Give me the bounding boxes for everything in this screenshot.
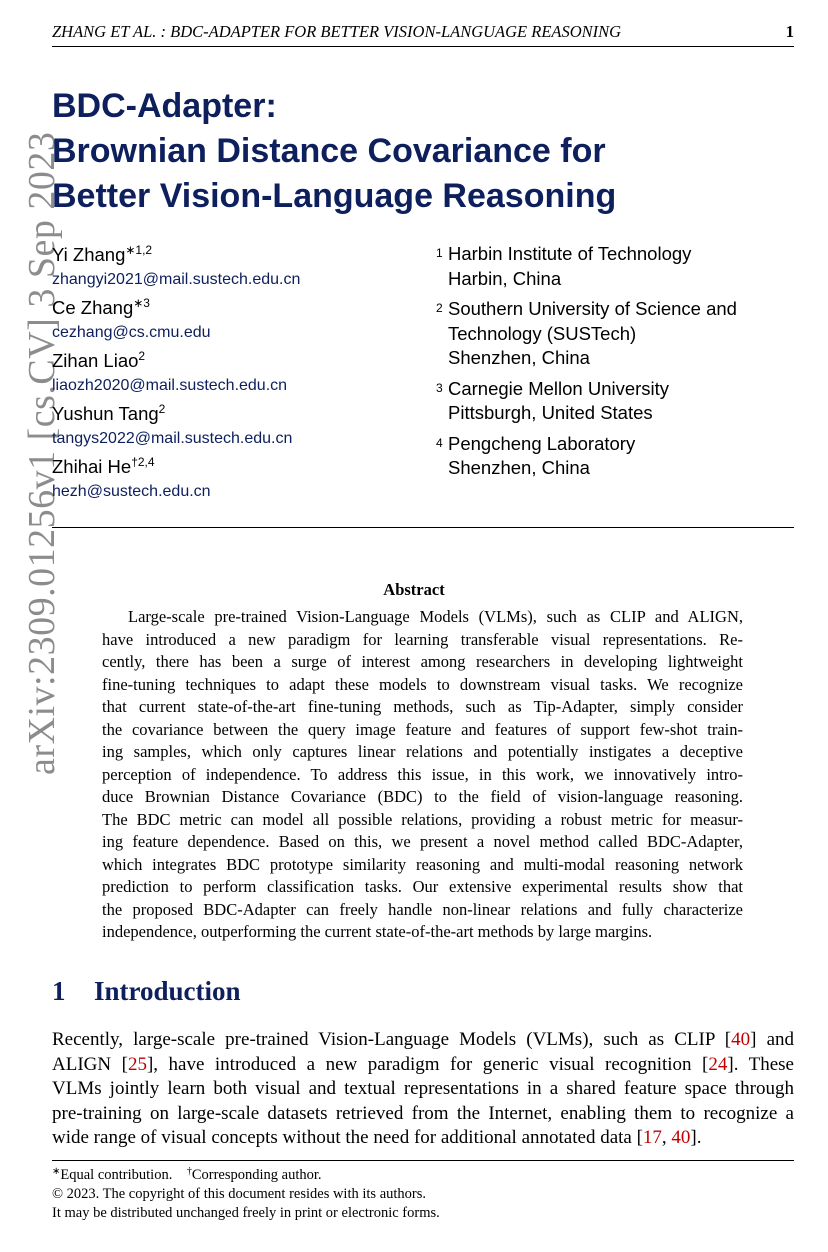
affiliation-line: Harbin Institute of Technology [448, 243, 692, 264]
abstract-line: ing samples, which only captures linear relations and potentially instigates a deceptive [102, 742, 743, 761]
title-line: BDC-Adapter: [52, 87, 277, 125]
abstract-line: the proposed BDC-Adapter can freely handle non-linear relations and fully characterize [102, 899, 743, 919]
footnote-divider [52, 1160, 794, 1161]
author-name-text: Yushun Tang [52, 403, 159, 424]
affiliation-number: 4 [436, 435, 443, 450]
author-name-text: Zhihai He [52, 456, 132, 477]
footnote-distribution: It may be distributed unchanged freely in print or electronic forms. [52, 1205, 440, 1221]
abstract-line: that current state-of-the-art fine-tuning methods, such as Tip-Adapter, simply consider [102, 697, 743, 716]
intro-text: , [661, 1127, 672, 1148]
author [52, 295, 412, 345]
affiliation-list [436, 242, 796, 487]
author-name [52, 401, 412, 426]
intro-line [52, 1028, 794, 1053]
author [52, 242, 412, 292]
intro-text: ]. These [727, 1053, 794, 1075]
footnote-corr: Corresponding author. [191, 1167, 322, 1183]
citation-link[interactable]: 17 [642, 1127, 662, 1148]
affiliation-line: Pittsburgh, United States [448, 402, 653, 423]
footnotes [52, 1166, 440, 1223]
author-affil-sup: †2,4 [131, 455, 155, 469]
intro-text: ], have introduced a new paradigm for generic visual recognition [ [146, 1053, 709, 1075]
author-list [52, 242, 412, 507]
section-heading [52, 976, 241, 1007]
author-name [52, 295, 412, 320]
author-email[interactable]: hezh@sustech.edu.cn [52, 483, 211, 500]
abstract-line: Large-scale pre-trained Vision-Language Models (VLMs), such as CLIP and ALIGN, [128, 607, 743, 626]
citation-link[interactable]: 24 [708, 1053, 728, 1075]
author-name [52, 454, 412, 479]
author-name [52, 242, 412, 267]
affiliation-line: Shenzhen, China [448, 347, 590, 368]
title-line: Better Vision-Language Reasoning [52, 177, 617, 215]
footnote-equal-sup: ∗ [52, 1166, 61, 1177]
intro-line [52, 1102, 794, 1127]
footnote-copyright: © 2023. The copyright of this document resides with its authors. [52, 1186, 427, 1202]
author [52, 401, 412, 451]
intro-text: VLMs jointly learn both visual and textual representations in a shared feature space through [52, 1078, 794, 1099]
citation-link[interactable]: 25 [127, 1053, 147, 1075]
abstract-line: have introduced a new paradigm for learning transferable visual representations. Re- [102, 629, 743, 649]
abstract-line: the covariance between the query image feature and features of support few-shot train- [102, 719, 743, 739]
citation-link[interactable]: 40 [671, 1127, 691, 1148]
intro-line [52, 1126, 794, 1151]
abstract-line: The BDC metric can model all possible relations, providing a robust metric for measur- [102, 809, 743, 829]
abstract-line: perception of independence. To address this issue, in this work, we innovatively intro- [102, 764, 743, 784]
author-email[interactable]: zhangyi2021@mail.sustech.edu.cn [52, 271, 301, 288]
abstract-heading: Abstract [383, 580, 445, 599]
abstract-line: cently, there has been a surge of interest among researchers in developing lightweight [102, 652, 743, 671]
author-affil-sup: ∗1,2 [125, 243, 153, 257]
affiliation-line: Shenzhen, China [448, 457, 590, 478]
intro-paragraph [52, 1028, 794, 1151]
author [52, 454, 412, 504]
author-email[interactable]: cezhang@cs.cmu.edu [52, 324, 211, 341]
arxiv-stamp[interactable]: arXiv:2309.01256v1 [cs.CV] 3 Sep 2023 [21, 131, 63, 775]
affiliation-number: 3 [436, 380, 443, 395]
section-title: Introduction [94, 976, 241, 1006]
intro-text: Recently, large-scale pre-trained Vision-Language Models (VLMs), such as CLIP [ [52, 1029, 732, 1050]
footnote-contrib [52, 1166, 440, 1185]
footnote-corr-sup: † [186, 1166, 192, 1177]
affiliation-number: 1 [436, 246, 443, 260]
affiliation-line: Southern University of Science and [448, 298, 737, 319]
affiliation-number: 2 [436, 301, 443, 315]
running-head [52, 20, 794, 47]
abstract-line: fine-tuning techniques to adapt these models to downstream visual tasks. We recognize [102, 674, 743, 694]
author-name-text: Ce Zhang [52, 297, 134, 318]
intro-text: ALIGN [ [52, 1053, 128, 1075]
author-affil-sup: 2 [138, 349, 146, 363]
author [52, 348, 412, 398]
citation-link[interactable]: 40 [731, 1029, 751, 1050]
author-name-text: Zihan Liao [52, 350, 139, 371]
footnote-equal: Equal contribution. [60, 1167, 173, 1183]
section-number: 1 [52, 976, 66, 1006]
abstract-line: ing feature dependence. Based on this, we present a novel method called BDC-Adapter, [102, 832, 743, 851]
abstract-line: duce Brownian Distance Covariance (BDC) to the field of vision-language reasoning. [102, 787, 743, 806]
paper-title [52, 84, 752, 219]
abstract-line: independence, outperforming the current state-of-the-art methods by large margins. [102, 922, 653, 941]
affiliation [436, 377, 796, 426]
author-email[interactable]: tangys2022@mail.sustech.edu.cn [52, 430, 293, 447]
affiliation-line: Carnegie Mellon University [448, 377, 670, 399]
author-email[interactable]: liaozh2020@mail.sustech.edu.cn [52, 377, 288, 394]
intro-text: wide range of visual concepts without the need for additional annotated data [ [52, 1127, 643, 1148]
affiliation [436, 432, 796, 481]
abstract-line: prediction to perform classification tasks. Our extensive experimental results show that [102, 877, 743, 896]
intro-text: pre-training on large-scale datasets retrieved from the Internet, enabling them to recognize a [52, 1102, 794, 1124]
intro-line [52, 1077, 794, 1102]
author-affil-sup: ∗3 [133, 296, 150, 310]
author-name [52, 348, 412, 373]
affiliation-line: Pengcheng Laboratory [448, 432, 636, 454]
abstract-body [102, 606, 743, 944]
affiliation-line: Technology (SUSTech) [448, 322, 637, 344]
intro-text: ] and [750, 1029, 795, 1050]
author-name-text: Yi Zhang [52, 244, 126, 265]
author-affil-sup: 2 [158, 402, 166, 416]
title-line: Brownian Distance Covariance for [52, 132, 606, 170]
intro-text: ]. [690, 1127, 702, 1148]
intro-line [52, 1053, 794, 1078]
affiliation [436, 242, 796, 291]
page-number: 1 [785, 22, 794, 41]
abstract-line: which integrates BDC prototype similarity reasoning and multi-modal reasoning network [102, 854, 743, 874]
affiliation-line: Harbin, China [448, 267, 562, 289]
running-head-title: ZHANG ET AL. : BDC-ADAPTER FOR BETTER VISION-LANGUAGE REASONING [52, 22, 622, 41]
header-divider [52, 527, 794, 528]
affiliation [436, 297, 796, 371]
